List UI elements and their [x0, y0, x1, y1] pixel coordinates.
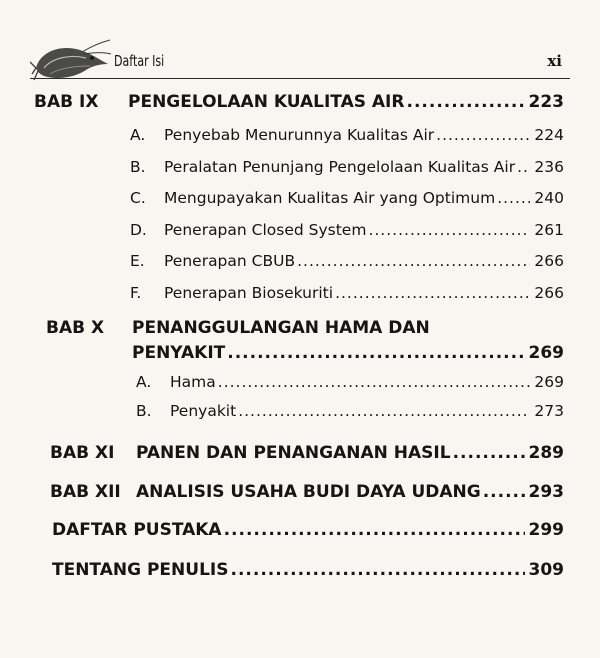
page-number: 299 [528, 520, 564, 540]
dot-leader [517, 158, 530, 176]
toc-section [130, 189, 564, 207]
page-number: 261 [534, 221, 564, 239]
page-number: 224 [534, 126, 564, 144]
toc-section [130, 252, 564, 270]
toc-section [130, 158, 564, 176]
shrimp-icon [30, 38, 112, 86]
page-number: 236 [534, 158, 564, 176]
section-title: Penerapan CBUB [164, 252, 296, 270]
chapter-prefix: BAB X [46, 318, 105, 338]
toc-section [136, 402, 564, 420]
toc-chapter-10-line-1 [46, 318, 564, 338]
section-letter: D. [130, 221, 147, 239]
section-letter: B. [130, 158, 146, 176]
section-letter: C. [130, 189, 146, 207]
chapter-title-continued: PENYAKIT [132, 343, 226, 363]
running-header [30, 44, 570, 79]
section-title: Penyebab Menurunnya Kualitas Air [164, 126, 435, 144]
page-number: 223 [528, 92, 564, 112]
dot-leader [218, 373, 531, 391]
dot-leader [230, 560, 524, 580]
section-letter: B. [136, 402, 152, 420]
section-title: Penyakit [170, 402, 237, 420]
header-title: Daftar Isi [114, 52, 165, 70]
backmatter-title: DAFTAR PUSTAKA [52, 520, 222, 540]
page-number: 289 [528, 443, 564, 463]
section-letter: A. [130, 126, 146, 144]
dot-leader [436, 126, 530, 144]
section-title: Penerapan Closed System [164, 221, 367, 239]
page-number: 269 [528, 343, 564, 363]
section-letter: F. [130, 284, 142, 302]
header-page-number: xi [547, 52, 562, 70]
toc-section [130, 126, 564, 144]
page-number: 309 [528, 560, 564, 580]
page-number: 273 [534, 402, 564, 420]
page-number: 293 [528, 482, 564, 502]
toc-daftar-pustaka [52, 520, 564, 540]
toc-chapter-9 [34, 92, 564, 112]
section-title: Peralatan Penunjang Pengelolaan Kualitas Air [164, 158, 516, 176]
dot-leader [453, 443, 525, 463]
page-number: 240 [534, 189, 564, 207]
chapter-prefix: BAB XII [50, 482, 121, 502]
chapter-title: PENGELOLAAN KUALITAS AIR [128, 92, 405, 112]
toc-section [130, 221, 564, 239]
section-letter: E. [130, 252, 145, 270]
toc-section [130, 284, 564, 302]
chapter-prefix: BAB IX [34, 92, 99, 112]
dot-leader [238, 402, 530, 420]
chapter-title: PANEN DAN PENANGANAN HASIL [136, 443, 451, 463]
dot-leader [497, 189, 530, 207]
dot-leader [483, 482, 525, 502]
dot-leader [227, 343, 524, 363]
dot-leader [297, 252, 530, 270]
section-title: Mengupayakan Kualitas Air yang Optimum [164, 189, 496, 207]
chapter-title: ANALISIS USAHA BUDI DAYA UDANG [136, 482, 481, 502]
dot-leader [368, 221, 530, 239]
dot-leader [406, 92, 524, 112]
section-title: Hama [170, 373, 216, 391]
toc-chapter-11 [50, 443, 564, 463]
page-number: 266 [534, 284, 564, 302]
chapter-prefix: BAB XI [50, 443, 115, 463]
page-number: 269 [534, 373, 564, 391]
backmatter-title: TENTANG PENULIS [52, 560, 229, 580]
chapter-title: PENANGGULANGAN HAMA DAN [132, 318, 430, 338]
page-number: 266 [534, 252, 564, 270]
toc-section [136, 373, 564, 391]
section-letter: A. [136, 373, 152, 391]
toc-tentang-penulis [52, 560, 564, 580]
dot-leader [224, 520, 525, 540]
dot-leader [335, 284, 530, 302]
toc-chapter-12 [50, 482, 564, 502]
section-title: Penerapan Biosekuriti [164, 284, 334, 302]
toc-chapter-10-line-2 [132, 343, 564, 363]
